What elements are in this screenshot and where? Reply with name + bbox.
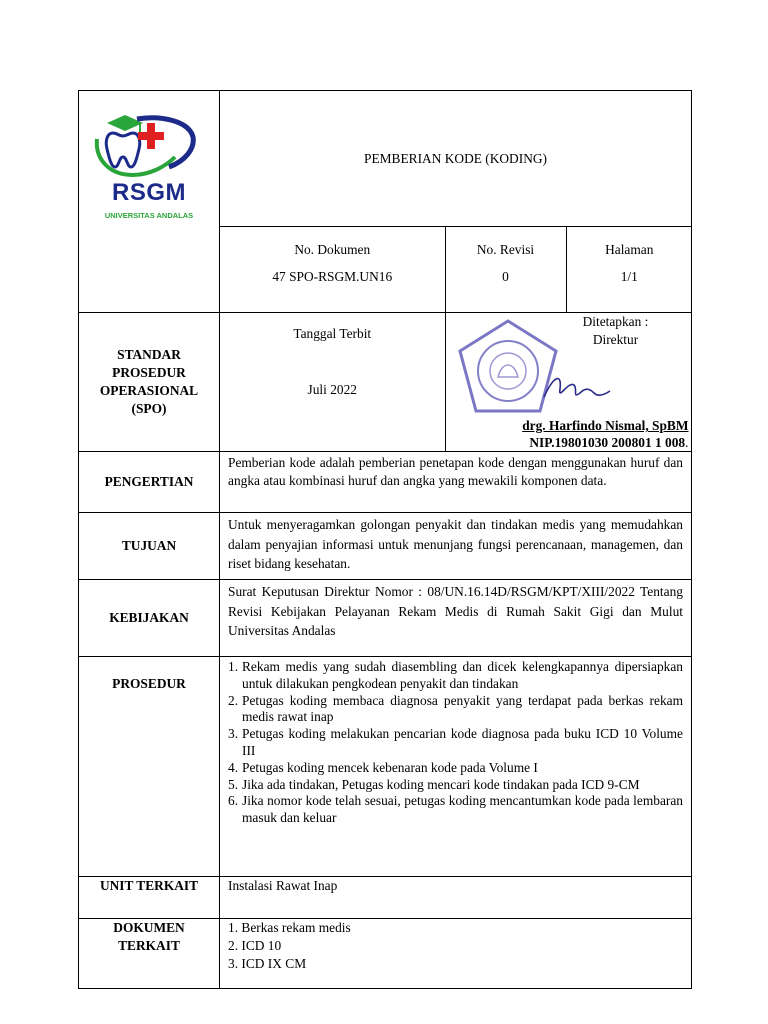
spo-info-cell	[220, 313, 692, 452]
spo-label-line-3: OPERASIONAL	[99, 383, 199, 398]
unit-text: Instalasi Rawat Inap	[220, 877, 692, 919]
document-title: PEMBERIAN KODE (KODING)	[364, 150, 547, 166]
logo-name: RSGM	[112, 179, 186, 206]
no-revisi-value: 0	[502, 269, 509, 284]
penetapan-cell	[445, 313, 692, 451]
prosedur-item: 4. Petugas koding mencek kebenaran kode pada Volume I	[228, 759, 538, 775]
prosedur-item: 3. Petugas koding melakukan pencarian kode diagnosa pada buku ICD 10 Volume III	[228, 726, 683, 758]
rsgm-logo	[89, 109, 209, 220]
logo-cell	[79, 91, 220, 313]
tanggal-label: Tanggal Terbit	[293, 326, 372, 341]
kebijakan-label: KEBIJAKAN	[79, 580, 220, 657]
pengertian-text: Pemberian kode adalah pemberian penetapan kode dengan menggunakan huruf dan angka atau kombinasi huruf dan angka yang mewakili komponen data.	[220, 452, 692, 513]
dokumen-item: 2. ICD 10	[228, 938, 282, 953]
halaman-cell	[566, 227, 692, 312]
spo-document	[78, 90, 692, 989]
spo-label-line-2: PROSEDUR	[112, 365, 186, 380]
doc-info-cell	[220, 227, 692, 313]
signature-icon	[538, 367, 618, 407]
prosedur-list	[228, 659, 683, 827]
dokumen-list-cell	[220, 919, 692, 989]
signer-name: drg. Harfindo Nismal, SpBM	[522, 418, 689, 433]
prosedur-item: 1. Rekam medis yang sudah diasembling dan dicek kelengkapannya dipersiapkan untuk dilakukan pengkodean penyakit dan tindakan	[228, 659, 683, 691]
pengertian-label: PENGERTIAN	[79, 452, 220, 513]
tujuan-text: Untuk menyeragamkan golongan penyakit dan tindakan medis yang memudahkan dalam penyajian informasi untuk menunjang fungsi perencanaan, managemen, dan riset bidang kesehatan.	[220, 513, 692, 580]
no-dokumen-value: 47 SPO-RSGM.UN16	[272, 269, 393, 284]
prosedur-label: PROSEDUR	[112, 676, 186, 691]
spo-label-line-4: (SPO)	[131, 401, 167, 416]
tanggal-cell	[220, 313, 445, 451]
unit-label: UNIT TERKAIT	[99, 878, 199, 893]
unit-label-cell	[79, 877, 220, 919]
halaman-value: 1/1	[620, 269, 638, 284]
dokumen-label-line-1: DOKUMEN	[113, 920, 185, 935]
prosedur-item: 2. Petugas koding membaca diagnosa penyakit yang terdapat pada berkas rekam medis rawat inap	[228, 692, 683, 725]
spo-label-line-1: STANDAR	[117, 347, 181, 362]
dokumen-label-cell	[79, 919, 220, 989]
signer-nip: NIP.19801030 200801 1 008	[529, 435, 686, 450]
no-dokumen-label: No. Dokumen	[294, 242, 371, 257]
prosedur-label-cell	[79, 657, 220, 877]
prosedur-item: 6. Jika nomor kode telah sesuai, petugas koding mencantumkan kode pada lembaran masuk dan keluar	[228, 793, 683, 826]
ditetapkan-label: Ditetapkan :	[582, 314, 649, 329]
signer-nip-line	[446, 434, 689, 452]
no-dokumen-cell	[220, 227, 445, 312]
direktur-label: Direktur	[592, 332, 639, 347]
logo-subtitle: UNIVERSITAS ANDALAS	[104, 211, 194, 220]
tanggal-value: Juli 2022	[307, 382, 357, 397]
tooth-cross-logo-icon	[89, 109, 209, 181]
halaman-label: Halaman	[605, 242, 654, 257]
title-cell	[220, 91, 692, 227]
dokumen-item: 3. ICD IX CM	[228, 956, 307, 971]
no-revisi-label: No. Revisi	[476, 242, 535, 257]
tujuan-label: TUJUAN	[79, 513, 220, 580]
dokumen-item: 1. Berkas rekam medis	[228, 920, 351, 935]
prosedur-list-cell	[220, 657, 692, 877]
kebijakan-text: Surat Keputusan Direktur Nomor : 08/UN.16.14D/RSGM/KPT/XIII/2022 Tentang Revisi Kebijakan Pelayanan Rekam Medis di Rumah Sakit Gigi dan Mulut Universitas Andalas	[220, 580, 692, 657]
spo-label-cell	[79, 313, 220, 452]
dokumen-label-line-2: TERKAIT	[118, 938, 180, 953]
prosedur-item: 5. Jika ada tindakan, Petugas koding mencari kode tindakan pada ICD 9-CM	[228, 776, 640, 792]
no-revisi-cell	[445, 227, 566, 312]
signer-nip-suffix: .	[685, 435, 689, 450]
